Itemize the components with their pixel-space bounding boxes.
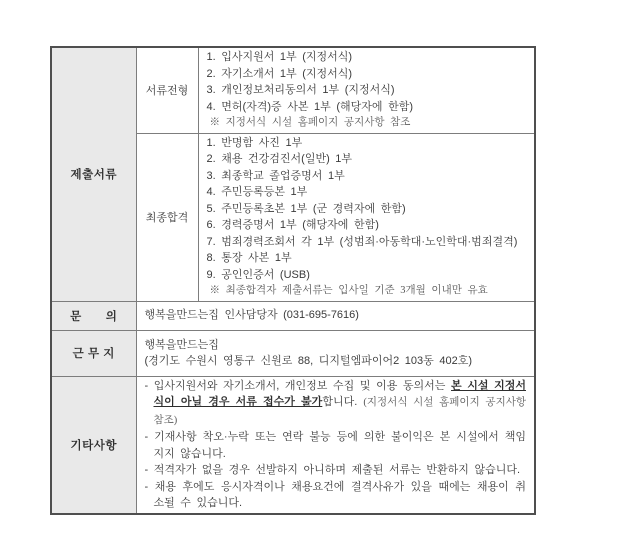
list-item: 5. 주민등록초본 1부 (군 경력자에 한함) (206, 202, 406, 215)
row-etc (51, 376, 535, 514)
list-item: 1. 입사지원서 1부 (지정서식) (206, 51, 353, 63)
workplace-name: 행복을만드는집 (144, 338, 219, 351)
document-screening-list (207, 49, 527, 115)
etc-bullet1-underlined-warning: 본 시설 지정서식이 아닐 경우 서류 접수가 불가 (153, 379, 526, 408)
list-item: 1. 반명함 사진 1부 (206, 136, 303, 149)
list-item: 7. 범죄경력조회서 각 1부 (성범죄·아동학대·노인학대·범죄결격) (206, 235, 518, 248)
workplace-address: (경기도 수원시 영통구 신원로 88, 디지털엠파이어2 103동 402호) (144, 355, 472, 367)
etc-cell (136, 376, 535, 514)
list-item: 9. 공인인증서 (USB) (206, 268, 310, 281)
etc-bullet-designated-form (145, 378, 527, 430)
etc-bullet1-note: (지정서식 시설 홈페이지 공지사항 참조) (153, 397, 526, 426)
etc-bullet-list (145, 429, 527, 512)
row-document-screening (51, 47, 535, 133)
row-header-etc: 기타사항 (51, 376, 136, 514)
recruitment-info-table (50, 46, 536, 515)
list-item: 6. 경력증명서 1부 (해당자에 한함) (206, 219, 379, 231)
etc-bullet1-suffix: 합니다. (322, 396, 364, 408)
etc-bullet: - 기재사항 착오·누락 또는 연락 불능 등에 의한 불이익은 본 시설에서 책임지지 않습니다. (144, 431, 526, 460)
list-item: 4. 주민등록등본 1부 (206, 186, 308, 198)
list-item: 4. 면허(자격)증 사본 1부 (해당자에 한함) (206, 100, 413, 113)
list-item: 2. 채용 건강검진서(일반) 1부 (206, 153, 353, 165)
row-header-workplace: 근 무 지 (51, 330, 136, 376)
list-item: 3. 개인정보처리동의서 1부 (지정서식) (206, 84, 395, 96)
list-item: 3. 최종학교 졸업증명서 1부 (206, 169, 345, 182)
designated-form-note: ※ 지정서식 시설 홈페이지 공지사항 참조 (209, 117, 411, 128)
etc-bullet: - 적격자가 없을 경우 선발하지 아니하며 제출된 서류는 반환하지 않습니다. (144, 464, 521, 476)
final-pass-validity-note: ※ 최종합격자 제출서류는 입사일 기준 3개월 이내만 유효 (209, 285, 488, 296)
row-workplace (51, 330, 535, 376)
final-pass-cell (198, 133, 535, 301)
row-header-inquiry: 문 의 (51, 301, 136, 330)
inquiry-contact-text: 행복을만드는집 인사담당자 (031-695-7616) (144, 309, 359, 322)
workplace-cell (136, 330, 535, 376)
subrow-header-document-screening: 서류전형 (136, 47, 198, 133)
list-item: 8. 통장 사본 1부 (206, 252, 292, 264)
row-inquiry (51, 301, 535, 330)
row-header-submission-docs: 제출서류 (51, 47, 136, 301)
document-screening-cell (198, 47, 535, 133)
final-pass-list (207, 135, 527, 284)
etc-bullet: - 채용 후에도 응시자격이나 채용요건에 결격사유가 있을 때에는 채용이 취소될 수 있습니다. (144, 480, 526, 509)
list-item: 2. 자기소개서 1부 (지정서식) (206, 67, 353, 80)
inquiry-cell (136, 301, 535, 330)
subrow-header-final-pass: 최종합격 (136, 133, 198, 301)
etc-bullet1-prefix: - 입사지원서와 자기소개서, 개인정보 수집 및 이용 동의서는 (144, 379, 452, 392)
